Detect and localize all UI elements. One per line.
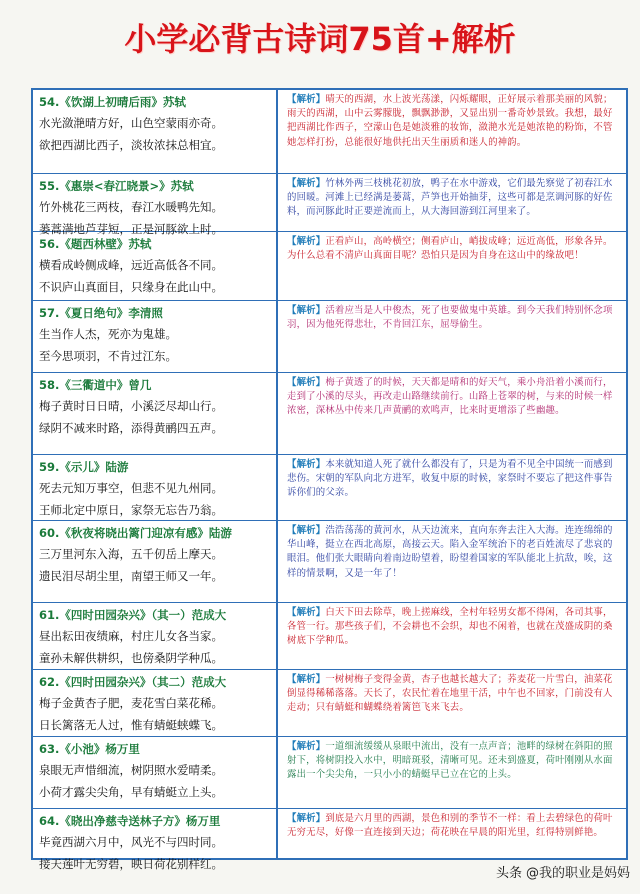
poem-line: 接天莲叶无穷碧，映日荷花别样红。 [39, 857, 223, 871]
poem-title: 64.《晓出净慈寺送林子方》杨万里 [39, 814, 221, 828]
analysis-tag: 【解析】 [287, 607, 326, 618]
poem-text-cell [33, 232, 278, 300]
poem-line: 蒌蒿满地芦芽短，正是河豚欲上时。 [39, 222, 223, 236]
poem-title: 54.《饮湖上初晴后雨》苏轼 [39, 95, 186, 109]
poem-line: 不识庐山真面目，只缘身在此山中。 [39, 280, 223, 294]
poem-line: 死去元知万事空，但悲不见九州同。 [39, 481, 223, 495]
poem-title: 59.《示儿》陆游 [39, 460, 129, 474]
poem-row [33, 809, 626, 871]
poem-title: 60.《秋夜将晓出篱门迎凉有感》陆游 [39, 526, 232, 540]
poem-text-cell [33, 174, 278, 236]
analysis-cell [278, 737, 626, 808]
analysis-cell [278, 670, 626, 736]
analysis-tag: 【解析】 [287, 236, 326, 247]
poem-line: 梅子金黄杏子肥，麦花雪白菜花稀。 [39, 696, 223, 710]
analysis-tag: 【解析】 [287, 525, 326, 536]
analysis-cell [278, 232, 626, 300]
poem-line: 欲把西湖比西子，淡妆浓抹总相宜。 [39, 138, 223, 152]
poem-line: 三万里河东入海，五千仞岳上摩天。 [39, 547, 223, 561]
poem-line: 生当作人杰，死亦为鬼雄。 [39, 327, 177, 341]
poem-table [31, 88, 628, 871]
analysis-tag: 【解析】 [287, 178, 326, 189]
poem-line: 日长篱落无人过，惟有蜻蜓蛱蝶飞。 [39, 718, 223, 732]
poem-text-cell [33, 373, 278, 454]
poem-text-cell [33, 301, 278, 372]
poem-title: 57.《夏日绝句》李清照 [39, 306, 163, 320]
analysis-cell [278, 174, 626, 231]
poem-line: 竹外桃花三两枝，春江水暖鸭先知。 [39, 200, 223, 214]
poem-row [33, 737, 626, 809]
page-title: 小学必背古诗词75首+解析 [124, 20, 516, 58]
analysis-text: 晴天的西湖，水上波光荡漾，闪烁耀眼，正好展示着那美丽的风貌；雨天的西湖，山中云雾朦胧，飘飘渺渺，又显出别一番奇妙景致。我想，最好把西湖比作西子，空濛山色是她淡雅的妆饰，潋滟水光是她浓艳的粉饰，不管她怎样打扮，总能很好地供托出天生丽质和迷人的神韵。 [287, 94, 613, 148]
poem-line: 昼出耘田夜绩麻，村庄儿女各当家。 [39, 629, 223, 643]
poem-line: 毕竟西湖六月中，风光不与四时同。 [39, 835, 223, 849]
poem-line: 绿阴不减来时路，添得黄鹂四五声。 [39, 421, 223, 435]
analysis-cell [278, 301, 626, 372]
analysis-cell [278, 521, 626, 602]
poem-text-cell [33, 809, 278, 871]
watermark-logo: 头条 [495, 866, 522, 881]
analysis-cell [278, 809, 626, 860]
analysis-cell [278, 373, 626, 454]
poem-title: 56.《题西林壁》苏轼 [39, 237, 152, 251]
analysis-text: 到底是六月里的西湖，景色和别的季节不一样：看上去碧绿色的荷叶无穷无尽，好像一直连接到天边；荷花映在早晨的阳光里，红得特别鲜艳。 [287, 813, 613, 839]
poem-row [33, 603, 626, 670]
analysis-tag: 【解析】 [287, 459, 326, 470]
poem-row [33, 521, 626, 603]
analysis-cell [278, 455, 626, 520]
analysis-cell [278, 603, 626, 669]
poem-line: 梅子黄时日日晴，小溪泛尽却山行。 [39, 399, 223, 413]
poem-line: 泉眼无声惜细流，树阴照水爱晴柔。 [39, 763, 223, 777]
poem-row [33, 174, 626, 236]
poem-line: 小荷才露尖尖角，早有蜻蜓立上头。 [39, 785, 223, 799]
analysis-text: 活着应当是人中俊杰，死了也要做鬼中英雄。到今天我们特别怀念项羽，因为他死得悲壮，不肯回江东，屈辱偷生。 [287, 305, 613, 331]
analysis-text: 竹林外两三枝桃花初放，鸭子在水中游戏，它们最先察觉了初春江水的回暖。河滩上已经满是蒌蒿，芦笋也开始抽芽，这些可都是烹调河豚的好佐料，而河豚此时正要逆流而上，从大海回游到江河里来了。 [287, 178, 613, 218]
analysis-tag: 【解析】 [287, 305, 326, 316]
analysis-tag: 【解析】 [287, 674, 326, 685]
analysis-text: 梅子黄透了的时候，天天都是晴和的好天气，乘小舟沿着小溪而行，走到了小溪的尽头，再改走山路继续前行。山路上苍翠的树，与来的时候一样浓密，深林丛中传来几声黄鹂的欢鸣声，比来时更增添了些幽趣。 [287, 377, 613, 417]
poem-row [33, 301, 626, 373]
analysis-tag: 【解析】 [287, 813, 326, 824]
analysis-text: 浩浩荡荡的黄河水，从天边流来，直向东奔去注入大海。连连绵绵的华山峰，挺立在西北高原，高接云天。陷入金军统治下的老百姓流尽了悲哀的眼泪。他们张大眼睛向着南边盼望着，盼望着国家的军队能北上抗敌，唉，这样的情景啊，又是一年了！ [287, 525, 613, 579]
poem-row [33, 232, 626, 301]
poem-line: 水光潋滟晴方好，山色空蒙雨亦奇。 [39, 116, 223, 130]
poem-title: 62.《四时田园杂兴》（其二）范成大 [39, 675, 227, 689]
poem-title: 63.《小池》杨万里 [39, 742, 140, 756]
poem-title: 61.《四时田园杂兴》（其一）范成大 [39, 608, 227, 622]
analysis-text: 一道细流缓缓从泉眼中流出，没有一点声音；池畔的绿树在斜阳的照射下，将树阴投入水中，明暗斑驳，清晰可见。还未到盛夏，荷叶刚刚从水面露出一个尖尖角，一只小小的蜻蜓早已立在它的上头。 [287, 741, 613, 781]
poem-line: 王师北定中原日，家祭无忘告乃翁。 [39, 503, 223, 517]
analysis-text: 一树树梅子变得金黄，杏子也越长越大了；荞麦花一片雪白，油菜花倒显得稀稀落落。天长了，农民忙着在地里干活，中午也不回家，门前没有人走动；只有蜻蜓和蝴蝶绕着篱笆飞来飞去。 [287, 674, 613, 714]
poem-title: 55.《惠崇<春江晓景>》苏轼 [39, 179, 194, 193]
watermark-text: @我的职业是妈妈 [525, 866, 630, 881]
poem-line: 横看成岭侧成峰，远近高低各不同。 [39, 258, 223, 272]
poem-text-cell [33, 737, 278, 808]
poem-title: 58.《三衢道中》曾几 [39, 378, 152, 392]
poem-row [33, 455, 626, 521]
poem-text-cell [33, 455, 278, 520]
poem-row [33, 373, 626, 455]
poem-row [33, 90, 626, 174]
analysis-text: 本来就知道人死了就什么都没有了，只是为看不见全中国统一而感到悲伤。宋朝的军队向北方进军，收复中原的时候，家祭时不要忘了把这件事告诉你们的父亲。 [287, 459, 613, 499]
analysis-tag: 【解析】 [287, 94, 326, 105]
analysis-tag: 【解析】 [287, 741, 326, 752]
analysis-text: 正看庐山，高岭横空；侧看庐山，峭拔成峰；远近高低，形象各异。为什么总看不清庐山真面目呢？恐怕只是因为自身在这山中的缘故吧！ [287, 236, 613, 262]
analysis-text: 白天下田去除草，晚上搓麻线，全村年轻男女都不得闲，各司其事，各管一行。那些孩子们，不会耕也不会织，却也不闲着，也就在茂盛成阴的桑树底下学种瓜。 [287, 607, 613, 647]
poem-row [33, 670, 626, 737]
analysis-tag: 【解析】 [287, 377, 326, 388]
poem-text-cell [33, 670, 278, 736]
poem-text-cell [33, 603, 278, 669]
analysis-cell [278, 90, 626, 173]
poem-text-cell [33, 521, 278, 602]
poem-text-cell [33, 90, 278, 173]
poem-line: 童孙未解供耕织，也傍桑阴学种瓜。 [39, 651, 223, 665]
watermark [496, 862, 630, 888]
poem-line: 至今思项羽，不肯过江东。 [39, 349, 177, 363]
poem-line: 遗民泪尽胡尘里，南望王师又一年。 [39, 569, 223, 583]
